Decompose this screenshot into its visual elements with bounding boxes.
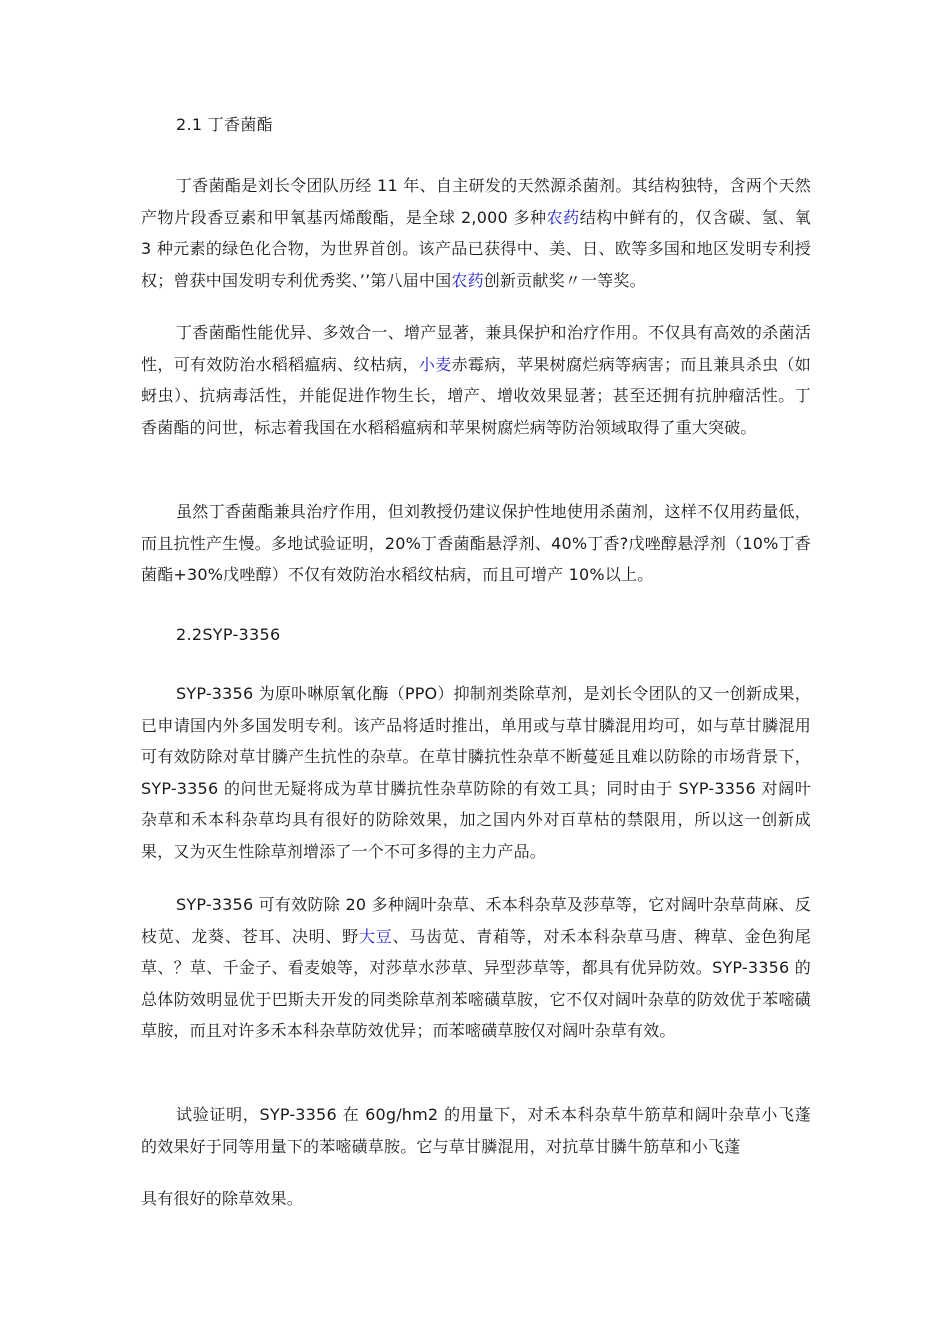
- paragraph-6: [141, 1099, 811, 1162]
- text-run: 创新贡献奖〃一等奖。: [483, 270, 646, 290]
- paragraph-4: [141, 678, 811, 867]
- text-run: 、马齿苋、青葙等，对禾本科杂草马唐、稗草、金色狗尾草、？草、千金子、看麦娘等，对莎草水莎草、异型莎草等，都具有优异防效。SYP-3356 的总体防效明显优于巴斯夫开发的同类除草剂苯嘧磺草胺，它不仅对阔叶杂草的防效优于苯嘧磺草胺，而且对许多禾本科杂草防效优异；而苯嘧磺草胺仅对阔叶杂草有效。: [141, 926, 811, 1040]
- paragraph-3: [141, 496, 811, 591]
- inline-link[interactable]: 农药: [451, 270, 484, 290]
- section-heading-2-1: 2.1 丁香菌酯: [176, 115, 273, 134]
- paragraph-7: [141, 1183, 811, 1215]
- inline-link[interactable]: 农药: [546, 207, 580, 227]
- text-run: 试验证明，SYP-3356 在 60g/hm2 的用量下，对禾本科杂草牛筋草和阔叶杂草小飞蓬的效果好于同等用量下的苯嘧磺草胺。它与草甘膦混用，对抗草甘膦牛筋草和小飞蓬: [141, 1105, 811, 1156]
- paragraph-1: [141, 170, 811, 296]
- inline-link[interactable]: 大豆: [358, 926, 393, 946]
- paragraph-2: [141, 317, 811, 443]
- text-run: 丁香菌酯是刘长令团队历经 11 年、自主研发的天然源杀菌剂。其结构独特，含两个天然产物片段香豆素和甲氧基丙烯酸酯，是全球 2,000 多种: [141, 176, 811, 227]
- section-heading-2-2: 2.2SYP-3356: [176, 625, 281, 644]
- paragraph-5: [141, 889, 811, 1047]
- text-run: 虽然丁香菌酯兼具治疗作用，但刘教授仍建议保护性地使用杀菌剂，这样不仅用药量低，而且抗性产生慢。多地试验证明，20%丁香菌酯悬浮剂、40%丁香?戊唑醇悬浮剂（10%丁香菌酯+30%戊唑醇）不仅有效防治水稻纹枯病，而且可增产 10%以上。: [141, 502, 811, 584]
- text-run: 结构中鲜有的，仅含碳、氢、氧 3 种元素的绿色化合物，为世界首创。该产品已获得中、美、日、欧等多国和地区发明专利授权；曾获中国发明专利优秀奖、’’第八届中国: [141, 207, 812, 290]
- text-run: 丁香菌酯性能优异、多效合一、增产显著，兼具保护和治疗作用。不仅具有高效的杀菌活性，可有效防治水稻稻瘟病、纹枯病，: [141, 323, 811, 374]
- text-run: SYP-3356 为原卟啉原氧化酶（PPO）抑制剂类除草剂，是刘长令团队的又一创新成果，已申请国内外多国发明专利。该产品将适时推出，单用或与草甘膦混用均可，如与草甘膦混用可有效防除对草甘膦产生抗性的杂草。在草甘膦抗性杂草不断蔓延且难以防除的市场背景下，SYP-3356 的问世无疑将成为草甘膦抗性杂草防除的有效工具；同时由于 SYP-3356 对阔叶杂草和禾本科杂草均具有很好的防除效果，加之国内外对百草枯的禁限用，所以这一创新成果，又为灭生性除草剂增添了一个不可多得的主力产品。: [141, 684, 811, 861]
- text-run: 具有很好的除草效果。: [141, 1189, 304, 1208]
- inline-link[interactable]: 小麦: [418, 354, 452, 374]
- text-run: 赤霉病，苹果树腐烂病等病害；而且兼具杀虫（如蚜虫）、抗病毒活性，并能促进作物生长，增产、增收效果显著；甚至还拥有抗肿瘤活性。丁香菌酯的问世，标志着我国在水稻稻瘟病和苹果树腐烂病等防治领域取得了重大突破。: [141, 354, 811, 437]
- text-run: SYP-3356 可有效防除 20 多种阔叶杂草、禾本科杂草及莎草等，它对阔叶杂草苘麻、反枝苋、龙葵、苍耳、决明、野: [141, 895, 811, 946]
